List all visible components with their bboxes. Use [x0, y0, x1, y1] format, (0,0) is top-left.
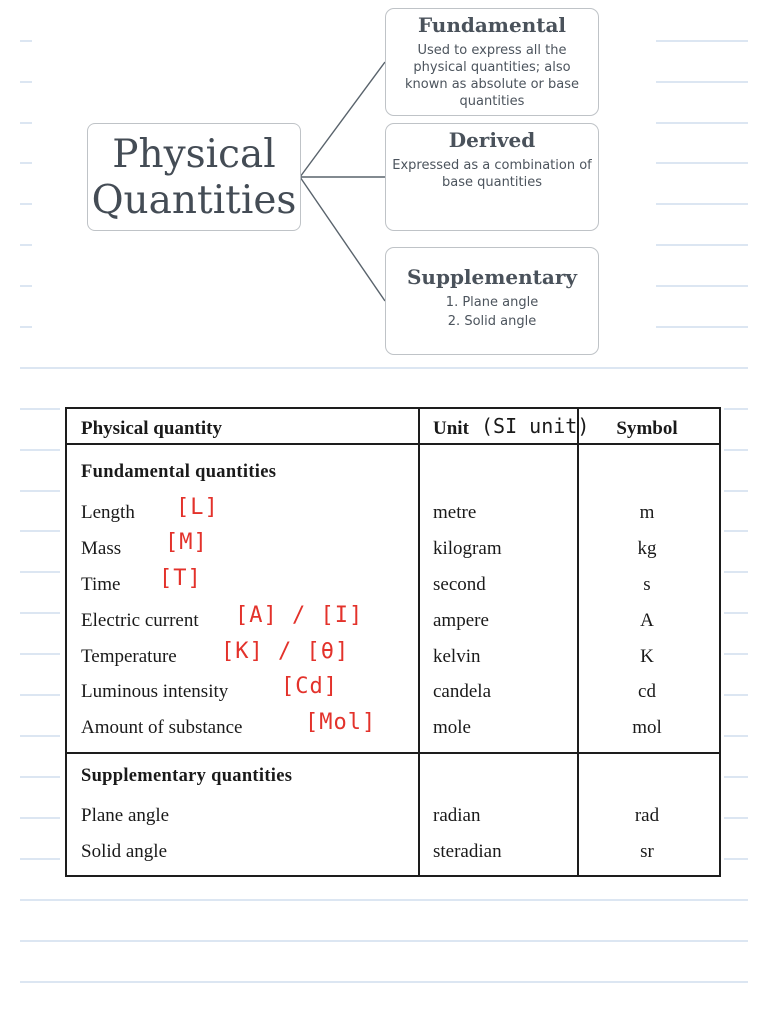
row-quantity: Luminous intensity — [81, 681, 229, 702]
si-units-table — [65, 407, 721, 877]
branch-fundamental — [385, 8, 599, 116]
mind-map-root — [87, 123, 301, 231]
dimension-note: [Mol] — [305, 710, 377, 735]
row-unit: mole — [433, 717, 471, 738]
dimension-note: [M] — [165, 530, 208, 555]
section-divider — [67, 752, 719, 754]
header-unit-note: (SI unit) — [481, 414, 590, 438]
row-unit: second — [433, 574, 486, 595]
row-quantity: Electric current — [81, 610, 199, 631]
row-unit: candela — [433, 681, 492, 702]
header-quantity: Physical quantity — [81, 418, 222, 439]
branch-supplementary — [385, 247, 599, 355]
dimension-note: [A] / [I] — [235, 603, 364, 628]
row-unit: kilogram — [433, 538, 502, 559]
branch-item: 1. Plane angle — [445, 295, 539, 310]
dimension-note: [T] — [159, 566, 202, 591]
header-unit: Unit — [433, 418, 469, 439]
branch-title: Fundamental — [417, 13, 567, 37]
row-symbol: kg — [637, 538, 657, 559]
root-title: Physical Quantities — [91, 132, 297, 223]
row-unit: metre — [433, 502, 477, 523]
branch-description: Expressed as a combination of base quantities — [392, 158, 592, 190]
column-divider — [418, 409, 420, 875]
section-title: Fundamental quantities — [81, 462, 277, 482]
row-symbol: mol — [632, 717, 662, 738]
row-unit: radian — [433, 805, 481, 826]
row-symbol: cd — [638, 681, 656, 702]
dimension-note: [K] / [θ] — [221, 639, 350, 664]
row-quantity: Amount of substance — [81, 717, 243, 738]
header-symbol: Symbol — [616, 418, 678, 439]
section-title: Supplementary quantities — [81, 766, 293, 786]
row-unit: ampere — [433, 610, 489, 631]
branch-item: 2. Solid angle — [447, 314, 537, 329]
row-quantity: Length — [81, 502, 135, 523]
row-quantity: Plane angle — [81, 805, 170, 826]
header-divider — [67, 443, 719, 445]
row-unit: kelvin — [433, 646, 481, 667]
branch-derived — [385, 123, 599, 231]
row-quantity: Time — [81, 574, 121, 595]
row-unit: steradian — [433, 841, 502, 862]
row-symbol: K — [640, 646, 654, 667]
row-quantity: Solid angle — [81, 841, 168, 862]
branch-title: Derived — [448, 128, 536, 152]
branch-description: Used to express all the physical quantities; also known as absolute or base quantities — [404, 43, 580, 109]
row-symbol: sr — [640, 841, 654, 862]
row-symbol: m — [639, 502, 655, 523]
row-symbol: A — [640, 610, 654, 631]
dimension-note: [Cd] — [281, 674, 338, 699]
branch-title: Supplementary — [406, 265, 578, 289]
row-symbol: s — [643, 574, 651, 595]
row-quantity: Mass — [81, 538, 122, 559]
dimension-note: [L] — [176, 495, 219, 520]
row-symbol: rad — [634, 805, 660, 826]
row-quantity: Temperature — [81, 646, 177, 667]
